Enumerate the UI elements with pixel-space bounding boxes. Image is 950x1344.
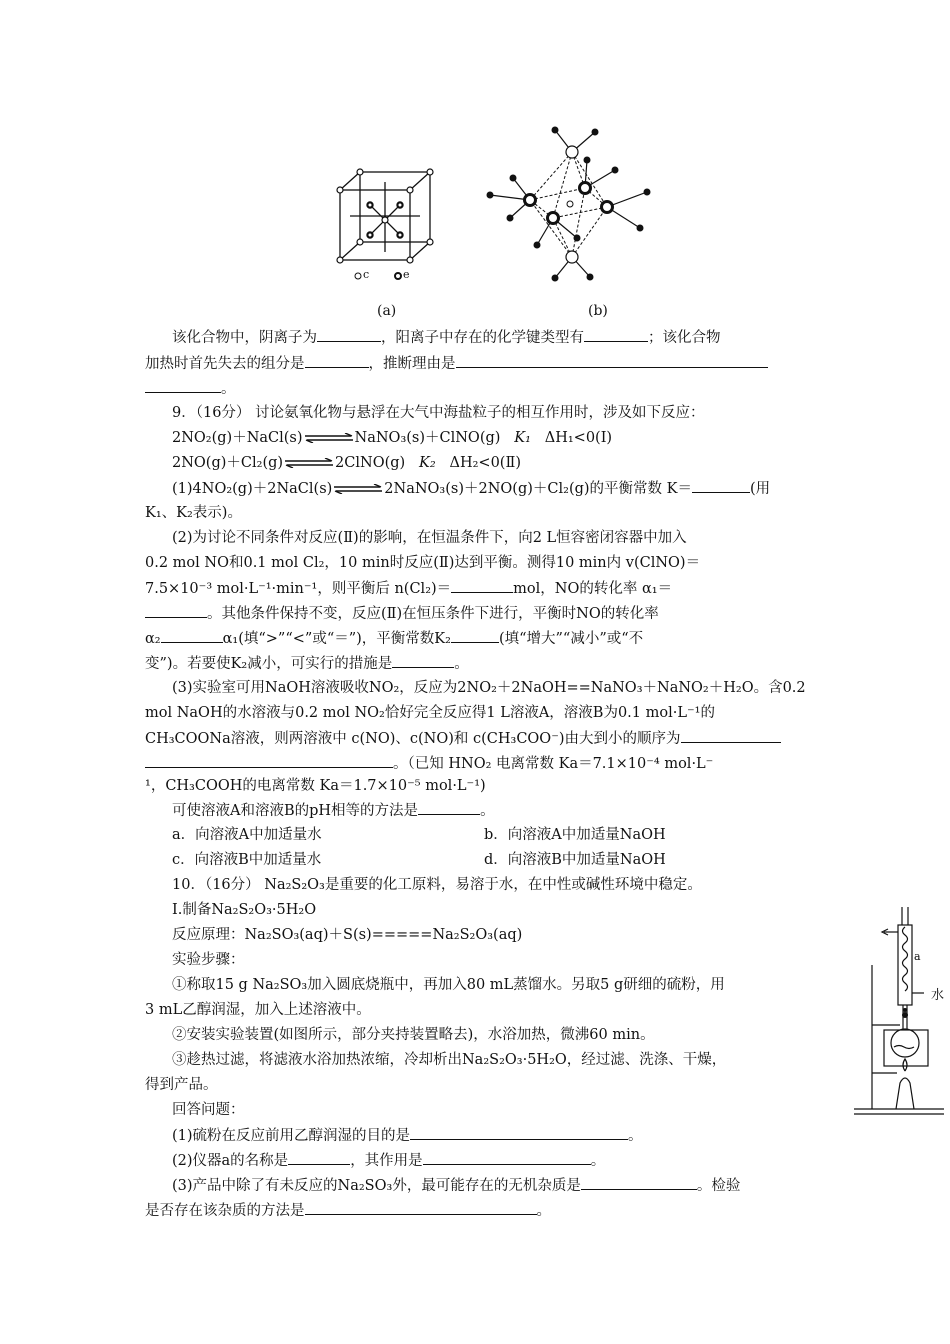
q10-step1-line1: ①称取15 g Na₂SO₃加入圆底烧瓶中，再加入80 mL蒸馏水。另取5 g研细的硫粉，用	[172, 977, 725, 993]
q10-question1: (1)硫粉在反应前用乙醇润湿的目的是 。	[172, 1125, 643, 1146]
q8-line1: 该化合物中，阴离子为 ，阳离子中存在的化学键类型有 ；该化合物	[172, 327, 721, 348]
q9-part2-line4: 。其他条件保持不变，反应(Ⅱ)在恒压条件下进行，平衡时NO的转化率	[145, 603, 659, 624]
q10-section-1: Ⅰ.制备Na₂S₂O₃·5H₂O	[172, 902, 317, 918]
q9-part1-line2: K₁、K₂表示)。	[145, 505, 242, 521]
q10-step3-line1: ③趁热过滤，将滤液水浴加热浓缩，冷却析出Na₂S₂O₃·5H₂O，经过滤、洗涤、干燥，	[172, 1052, 727, 1068]
q9-reaction-2: 2NO(g)＋Cl₂(g) 2ClNO(g) K₂ ΔH₂<0(Ⅱ)	[172, 455, 521, 471]
q9-part2-line5: α₂ α₁(填“>”“<”或“＝”)，平衡常数K₂ (填“增大”“减小”或“不	[145, 628, 643, 649]
q10-question3-line2: 是否存在该杂质的方法是 。	[145, 1200, 551, 1221]
q10-step3-line2: 得到产品。	[145, 1077, 218, 1093]
q10-principle: 反应原理：Na₂SO₃(aq)＋S(s)=====Na₂S₂O₃(aq)	[172, 927, 523, 943]
q9-part2-line3: 7.5×10⁻³ mol·L⁻¹·min⁻¹，则平衡后 n(Cl₂)＝ mol，NO的转化率 α₁＝	[145, 578, 672, 599]
apparatus-label-a: a	[914, 950, 921, 963]
q9-heading: 9．（16分） 讨论氨氧化物与悬浮在大气中海盐粒子的相互作用时，涉及如下反应：	[172, 405, 705, 421]
q10-question3-line1: (3)产品中除了有未反应的Na₂SO₃外，最可能存在的无机杂质是 。检验	[172, 1175, 740, 1196]
equilibrium-arrow-icon	[332, 484, 384, 494]
crystal-figure-a	[330, 160, 440, 285]
q9-option-a: a．向溶液A中加适量水	[172, 827, 322, 843]
apparatus-figure	[852, 905, 947, 1120]
apparatus-label-water: 水	[931, 988, 945, 1003]
q9-part3-line6: 可使溶液A和溶液B的pH相等的方法是 。	[172, 800, 495, 821]
equilibrium-arrow-icon	[283, 458, 335, 468]
legend-c: c	[363, 268, 370, 281]
q9-part3-line2: mol NaOH的水溶液与0.2 mol NO₂恰好完全反应得1 L溶液A，溶液B为0.1 mol·L⁻¹的	[145, 705, 715, 721]
q10-steps-title: 实验步骤：	[172, 952, 245, 968]
q9-part3-line1: (3)实验室可用NaOH溶液吸收NO₂，反应为2NO₂＋2NaOH==NaNO₃＋NaNO₂＋H₂O。含0.2	[172, 680, 806, 696]
q9-part1-line1: (1)4NO₂(g)＋2NaCl(s) 2NaNO₃(s)＋2NO(g)＋Cl₂(g)的平衡常数 K＝ (用	[172, 478, 770, 499]
q9-part2-line2: 0.2 mol NO和0.1 mol Cl₂，10 min时反应(Ⅱ)达到平衡。测得10 min内 v(ClNO)＝	[145, 555, 701, 571]
legend-e: e	[403, 268, 410, 281]
figure-a-label: (a)	[377, 303, 397, 319]
q10-step1-line2: 3 mL乙醇润湿，加入上述溶液中。	[145, 1002, 371, 1018]
q9-option-d: d．向溶液B中加适量NaOH	[484, 852, 666, 868]
figure-b-label: (b)	[588, 303, 608, 319]
q9-part2-line1: (2)为讨论不同条件对反应(Ⅱ)的影响，在恒温条件下，向2 L恒容密闭容器中加入	[172, 530, 687, 546]
q10-step2: ②安装实验装置(如图所示，部分夹持装置略去)，水浴加热，微沸60 min。	[172, 1027, 655, 1043]
q9-option-c: c．向溶液B中加适量水	[172, 852, 322, 868]
q9-part3-line5: ¹，CH₃COOH的电离常数 Ka＝1.7×10⁻⁵ mol·L⁻¹)	[145, 778, 486, 794]
q10-question2: (2)仪器a的名称是 ，其作用是 。	[172, 1150, 605, 1171]
q10-heading: 10．（16分） Na₂S₂O₃是重要的化工原料，易溶于水，在中性或碱性环境中稳定。	[172, 877, 702, 893]
q9-part2-line6: 变”)。若要使K₂减小，可实行的措施是 。	[145, 653, 469, 674]
complex-figure-b	[475, 120, 665, 290]
q8-line2: 加热时首先失去的组分是 ，推断理由是	[145, 353, 768, 374]
q10-answer-title: 回答问题：	[172, 1102, 245, 1118]
q9-part3-line4: 。（已知 HNO₂ 电离常数 Ka＝7.1×10⁻⁴ mol·L⁻	[145, 753, 713, 774]
q9-part3-line3: CH₃COONa溶液，则两溶液中 c(NO)、c(NO)和 c(CH₃COO⁻)由大到小的顺序为	[145, 728, 781, 749]
q9-reaction-1: 2NO₂(g)＋NaCl(s) NaNO₃(s)＋ClNO(g) K₁ ΔH₁<0(Ⅰ)	[172, 430, 613, 446]
q8-line3: 。	[145, 378, 236, 399]
q9-option-b: b．向溶液A中加适量NaOH	[484, 827, 666, 843]
equilibrium-arrow-icon	[303, 433, 355, 443]
